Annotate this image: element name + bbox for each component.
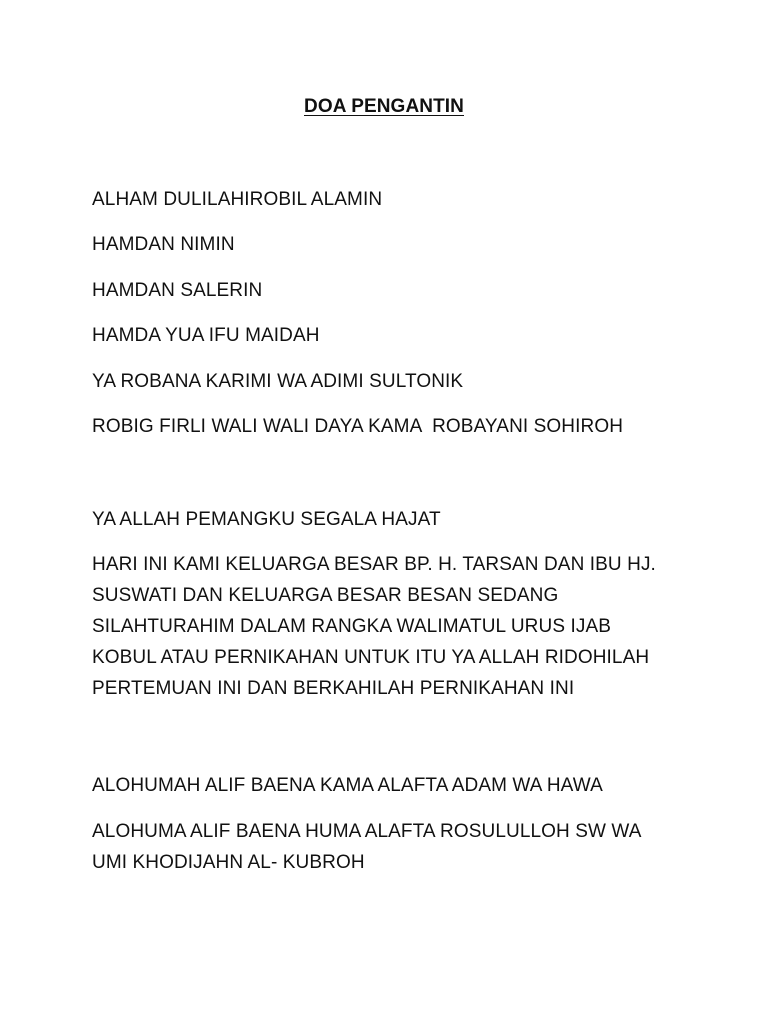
doa-line-9: ALOHUMAH ALIF BAENA KAMA ALAFTA ADAM WA HAWA [92,775,603,796]
doa-line-5: YA ROBANA KARIMI WA ADIMI SULTONIK [92,371,464,392]
doa-line-1: ALHAM DULILAHIROBIL ALAMIN [92,189,383,210]
doa-line-6: ROBIG FIRLI WALI WALI DAYA KAMA ROBAYANI SOHIROH [92,416,624,437]
doa-line-10: ALOHUMA ALIF BAENA HUMA ALAFTA ROSULULLOH SW WA UMI KHODIJAHN AL- KUBROH [92,821,646,873]
document-title: DOA PENGANTIN [304,96,464,117]
doa-line-2: HAMDAN NIMIN [92,234,235,255]
doa-line-7: YA ALLAH PEMANGKU SEGALA HAJAT [92,509,441,530]
doa-line-4: HAMDA YUA IFU MAIDAH [92,325,320,346]
doa-line-3: HAMDAN SALERIN [92,280,263,301]
doa-paragraph-hajat: HARI INI KAMI KELUARGA BESAR BP. H. TARSAN DAN IBU HJ. SUSWATI DAN KELUARGA BESAR BESAN SEDANG SILAHTURAHIM DALAM RANGKA WALIMATUL URUS IJAB KOBUL ATAU PERNIKAHAN UNTUK ITU YA ALLAH RIDOHILAH PERTEMUAN INI DAN BERKAHILAH PERNIKAHAN INI [92,554,662,699]
